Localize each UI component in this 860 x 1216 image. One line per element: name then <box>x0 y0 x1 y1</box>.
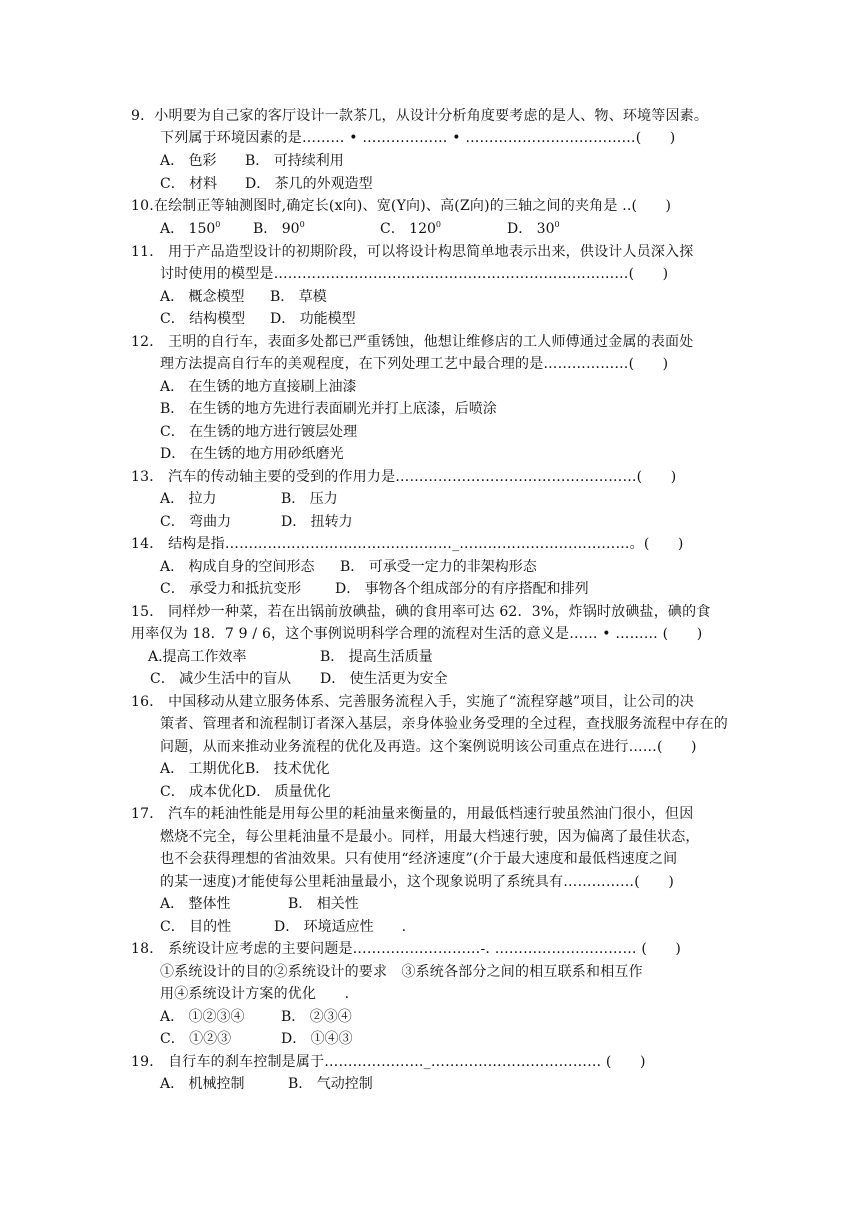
q12-stem-line2: 理方法提高自行车的美观程度，在下列处理工艺中最合理的是………………( ) <box>160 356 669 372</box>
q16-option-b: B． 技术优化 <box>245 761 330 777</box>
q18-stem-line3: 用④系统设计方案的优化 . <box>160 986 350 1002</box>
q10-option-a: A． $150^0$ <box>160 220 221 237</box>
q10-stem-line1: 10.在绘制正等轴测图时,确定长(x向)、宽(Y向)、高(Z向)的三轴之间的夹角是 ..( ) <box>131 198 672 214</box>
q17-stem-line3: 也不会获得理想的省油效果。只有使用“经济速度”(介于最大速度和最低档速度之间 <box>160 851 678 867</box>
q13-option-b: B． 压力 <box>281 491 338 507</box>
q10-option-d: D． $30^0$ <box>507 220 560 237</box>
q15-option-c: C． 减少生活中的盲从 <box>150 671 292 687</box>
q11-option-d: D． 功能模型 <box>270 311 356 327</box>
q15-stem-line1: 15． 同样炒一种菜，若在出锅前放碘盐，碘的食用率可达 62．3%，炸锅时放碘盐，碘的食 <box>131 604 711 620</box>
q12-option-a: A． 在生锈的地方直接刷上油漆 <box>160 379 357 395</box>
q18-stem-line1: 18． 系统设计应考虑的主要问题是………………………-. ………………………… ( ) <box>131 941 682 957</box>
q16-option-c: C． 成本优化 <box>160 784 246 800</box>
q14-option-a: A． 构成自身的空间形态 <box>160 559 315 575</box>
q9-stem-line2: 下列属于环境因素的是……… • ……………… • ………………………………( ) <box>160 130 676 146</box>
q14-option-d: D． 事物各个组成部分的有序搭配和排列 <box>335 581 589 597</box>
q13-option-a: A． 拉力 <box>160 491 217 507</box>
q18-option-b: B． ②③④ <box>281 1009 352 1025</box>
q14-option-b: B． 可承受一定力的非架构形态 <box>340 559 537 575</box>
q19-option-b: B． 气动控制 <box>288 1076 373 1092</box>
q17-stem-line4: 的某一速度)才能使每公里耗油量最小，这个现象说明了系统具有……………( ) <box>160 874 674 890</box>
q11-option-c: C． 结构模型 <box>160 311 246 327</box>
q16-stem-line3: 问题，从而来推动业务流程的优化及再造。这个案例说明该公司重点在进行……( ) <box>160 739 697 755</box>
q11-option-b: B． 草模 <box>270 289 327 305</box>
q10-option-b: B． $90^0$ <box>253 220 305 237</box>
q13-option-c: C． 弯曲力 <box>160 514 232 530</box>
q14-stem-line1: 14． 结构是指…………………………………………_………………………………。( ) <box>131 536 684 552</box>
q15-stem-line2: 用率仅为 18．7 9 / 6，这个事例说明科学合理的流程对生活的意义是…… • ……… ( ) <box>131 626 703 642</box>
q15-option-d: D． 使生活更为安全 <box>320 671 448 687</box>
q15-option-b: B． 提高生活质量 <box>320 649 433 665</box>
q17-option-b: B． 相关性 <box>288 896 359 912</box>
q14-option-c: C． 承受力和抵抗变形 <box>160 581 302 597</box>
q17-stem-line1: 17． 汽车的耗油性能是用每公里的耗油量来衡量的，用最低档速行驶虽然油门很小，但因 <box>131 806 694 822</box>
q13-option-d: D． 扭转力 <box>281 514 353 530</box>
q17-option-c: C． 目的性 <box>160 919 232 935</box>
q9-option-c: C． 材料 <box>160 176 218 192</box>
q17-option-a: A． 整体性 <box>160 896 231 912</box>
q15-option-a: A.提高工作效率 <box>148 649 247 665</box>
q9-option-b: B． 可持续利用 <box>245 153 344 169</box>
q11-stem-line2: 讨时使用的模型是…………………………………………………………………( ) <box>160 266 669 282</box>
q12-option-c: C． 在生锈的地方进行镀层处理 <box>160 424 358 440</box>
q16-stem-line2: 策者、管理者和流程制订者深入基层，亲身体验业务受理的全过程，查找服务流程中存在的 <box>160 716 728 732</box>
q18-option-d: D． ①④③ <box>281 1031 353 1047</box>
q13-stem-line1: 13． 汽车的传动轴主要的受到的作用力是……………………………………………( ) <box>131 469 677 485</box>
q11-stem-line1: 11． 用于产品造型设计的初期阶段，可以将设计构思简单地表示出来，供设计人员深入探 <box>131 244 694 260</box>
q18-option-a: A． ①②③④ <box>160 1009 245 1025</box>
q19-stem-line1: 19． 自行车的刹车控制是属于…………………_……………………………… ( ) <box>131 1054 646 1070</box>
q19-option-a: A． 机械控制 <box>160 1076 245 1092</box>
q11-option-a: A． 概念模型 <box>160 289 245 305</box>
q10-option-c: C． $120^0$ <box>380 220 441 237</box>
q16-option-a: A． 工期优化 <box>160 761 245 777</box>
q12-option-d: D． 在生锈的地方用砂纸磨光 <box>160 446 344 462</box>
q9-option-d: D． 茶几的外观造型 <box>245 176 373 192</box>
q9-option-a: A． 色彩 <box>160 153 217 169</box>
q18-stem-line2: ①系统设计的目的②系统设计的要求 ③系统各部分之间的相互联系和相互作 <box>160 964 643 980</box>
q17-stem-line2: 燃烧不完全，每公里耗油量不是最小。同样，用最大档速行驶，因为偏离了最佳状态， <box>160 829 700 845</box>
q12-stem-line1: 12． 王明的自行车，表面多处都已严重锈蚀，他想让维修店的工人师傅通过金属的表面处 <box>131 334 694 350</box>
q16-option-d: D． 质量优化 <box>245 784 331 800</box>
q9-stem-line1: 9．小明要为自己家的客厅设计一款茶几，从设计分析角度要考虑的是人、物、环境等因素。 <box>131 108 709 124</box>
q18-option-c: C． ①②③ <box>160 1031 232 1047</box>
q16-stem-line1: 16． 中国移动从建立服务体系、完善服务流程入手，实施了“流程穿越”项目，让公司的决 <box>131 694 694 710</box>
q12-option-b: B． 在生锈的地方先进行表面刷光并打上底漆，后喷涂 <box>160 401 497 417</box>
q17-option-d: D． 环境适应性 . <box>274 919 407 935</box>
